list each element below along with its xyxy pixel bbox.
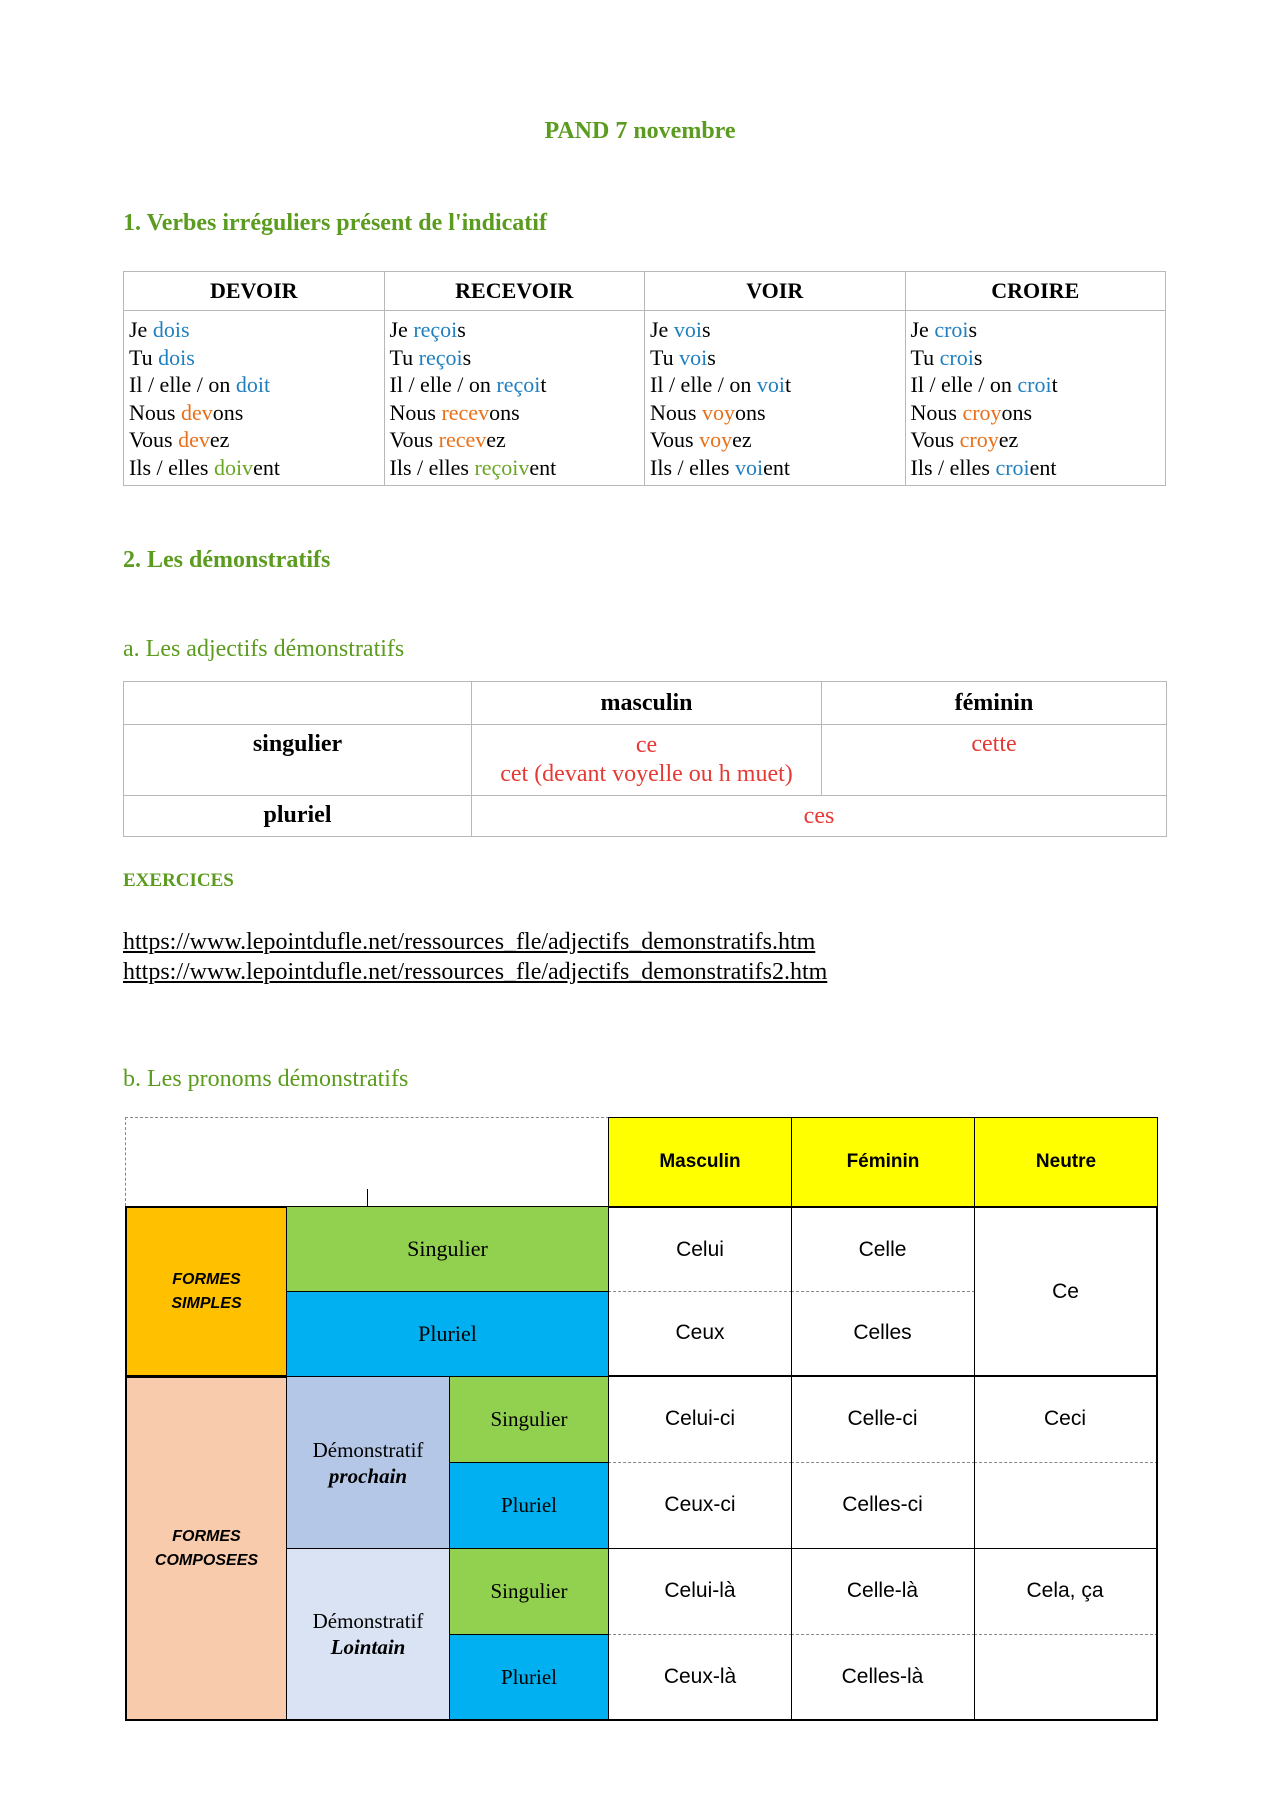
adj-pluriel-both: ces <box>472 796 1167 837</box>
lointain-singulier-label: Singulier <box>449 1548 609 1635</box>
verb-text: s <box>701 317 711 342</box>
verb-text: t <box>785 372 792 397</box>
adjectives-table <box>123 681 1167 837</box>
verb-stem: croy <box>959 427 999 452</box>
verb-text: Vous <box>129 427 179 452</box>
verb-text: Il / elle / on <box>389 372 497 397</box>
verb-conjugation-voir <box>645 311 906 486</box>
verb-text: s <box>462 344 472 370</box>
verb-header-devoir: DEVOIR <box>124 272 385 311</box>
verb-stem: voi <box>679 344 708 370</box>
pron-celles-la: Celles-là <box>791 1634 975 1721</box>
section-2-heading: 2. Les démonstratifs <box>123 547 331 573</box>
pronouns-table <box>125 1117 1160 1722</box>
conjugation-line <box>129 426 380 454</box>
adj-row-singulier-label: singulier <box>124 725 472 796</box>
conjugation-line <box>911 454 1162 482</box>
pron-celle-ci: Celle-ci <box>791 1376 975 1463</box>
verb-stem: reçoi <box>413 317 458 342</box>
dem-lointain-line2: Lointain <box>330 1635 406 1659</box>
verb-text: s <box>973 344 983 370</box>
verb-stem: voi <box>756 372 786 397</box>
pron-celui-la: Celui-là <box>608 1548 792 1635</box>
verb-text: t <box>1051 372 1058 397</box>
verb-text: Je <box>910 317 935 342</box>
verb-stem: doit <box>235 372 271 397</box>
verb-header-recevoir: RECEVOIR <box>384 272 645 311</box>
adj-header-masculin: masculin <box>472 682 822 725</box>
verb-text: Nous <box>910 399 963 425</box>
adj-header-feminin: féminin <box>822 682 1167 725</box>
conjugation-line <box>129 454 380 482</box>
pron-empty-prochain-neutre <box>974 1462 1158 1549</box>
conjugation-line <box>650 371 901 399</box>
pron-celle: Celle <box>791 1206 975 1292</box>
dem-prochain-line1: Démonstratif <box>312 1437 424 1462</box>
verb-text: Il / elle / on <box>910 372 1018 397</box>
pron-celles-ci: Celles-ci <box>791 1462 975 1549</box>
verb-text: Vous <box>910 427 960 452</box>
verb-text: Tu <box>910 344 940 370</box>
conjugation-line <box>390 454 641 482</box>
conjugation-line <box>911 344 1162 372</box>
pron-cela: Cela, ça <box>974 1548 1158 1635</box>
verb-text: s <box>457 317 466 342</box>
conjugation-line <box>129 316 380 344</box>
verb-stem: dois <box>158 344 195 370</box>
pron-header-neutre: Neutre <box>974 1117 1158 1207</box>
verb-text: Ils / elles <box>650 454 735 480</box>
dem-prochain-line2: prochain <box>328 1463 408 1488</box>
verb-text: Il / elle / on <box>650 372 757 397</box>
verbs-table <box>123 271 1166 486</box>
verb-text: t <box>540 372 547 397</box>
verb-text: ons <box>489 399 520 425</box>
adj-ce: ce <box>635 732 658 758</box>
verb-text: Ils / elles <box>910 454 996 480</box>
verb-text: Je <box>129 317 153 342</box>
page-title: PAND 7 novembre <box>544 118 736 144</box>
pron-celui: Celui <box>608 1206 792 1292</box>
verb-text: Nous <box>389 399 442 425</box>
conjugation-line <box>650 344 901 372</box>
section-1-heading: 1. Verbes irréguliers présent de l'indicatif <box>123 210 547 236</box>
verb-text: Nous <box>650 399 702 425</box>
verb-stem: recev <box>441 399 490 425</box>
verb-text: ent <box>763 454 790 480</box>
verb-text: ent <box>253 454 280 480</box>
verb-header-croire: CROIRE <box>905 272 1166 311</box>
verb-stem: dois <box>152 317 190 342</box>
verb-text: ons <box>734 399 766 425</box>
adj-row-pluriel-label: pluriel <box>124 796 472 837</box>
verb-text: Vous <box>650 427 700 452</box>
verb-text: s <box>707 344 716 370</box>
verb-text: ent <box>529 454 557 480</box>
simple-pluriel-label: Pluriel <box>286 1291 609 1377</box>
pron-celle-la: Celle-là <box>791 1548 975 1635</box>
verb-stem: croi <box>1017 372 1052 397</box>
subsection-b-heading: b. Les pronoms démonstratifs <box>123 1066 409 1092</box>
demonstratif-prochain <box>286 1376 450 1549</box>
conjugation-line <box>129 371 380 399</box>
verb-text: Tu <box>650 344 680 370</box>
verb-stem: croy <box>962 399 1002 425</box>
adj-singulier-feminin: cette <box>822 725 1167 796</box>
verb-stem: voy <box>699 427 733 452</box>
conjugation-line <box>650 399 901 427</box>
formes-composees-label: FORMES COMPOSEES <box>125 1376 288 1721</box>
conjugation-line <box>390 316 641 344</box>
demonstratif-lointain <box>286 1548 450 1721</box>
verb-text: s <box>968 317 978 342</box>
pron-ceux-la: Ceux-là <box>608 1634 792 1721</box>
adj-cet: cet (devant voyelle ou h muet) <box>500 761 793 787</box>
prochain-pluriel-label: Pluriel <box>449 1462 609 1549</box>
pron-ceux: Ceux <box>608 1291 792 1377</box>
adj-corner-cell <box>124 682 472 725</box>
conjugation-line <box>390 399 641 427</box>
verb-stem: reçoiv <box>474 454 530 480</box>
verb-text: Ils / elles <box>389 454 475 480</box>
verb-text: ent <box>1029 454 1057 480</box>
conjugation-line <box>911 399 1162 427</box>
verb-conjugation-croire <box>905 311 1166 486</box>
pron-header-masculin: Masculin <box>608 1117 792 1207</box>
verb-text: Ils / elles <box>129 454 214 480</box>
verb-text: Tu <box>129 344 159 370</box>
verb-text: ons <box>212 399 244 425</box>
prochain-singulier-label: Singulier <box>449 1376 609 1463</box>
verb-text: Je <box>389 317 414 342</box>
conjugation-line <box>129 344 380 372</box>
pron-celui-ci: Celui-ci <box>608 1376 792 1463</box>
verb-text: Tu <box>389 344 419 370</box>
conjugation-line <box>911 426 1162 454</box>
verb-text: ons <box>1001 399 1033 425</box>
simple-singulier-label: Singulier <box>286 1206 609 1292</box>
subsection-a-heading: a. Les adjectifs démonstratifs <box>123 636 405 662</box>
verb-stem: doiv <box>213 454 254 480</box>
pron-corner-cell <box>125 1117 609 1206</box>
verb-text: ez <box>998 427 1019 452</box>
verb-stem: voi <box>734 454 764 480</box>
verb-stem: voy <box>701 399 735 425</box>
verb-stem: reçoi <box>418 344 463 370</box>
verb-text: ez <box>209 427 230 452</box>
conjugation-line <box>650 426 901 454</box>
verb-conjugation-recevoir <box>384 311 645 486</box>
conjugation-line <box>911 371 1162 399</box>
verb-stem: voi <box>673 317 702 342</box>
cursor-mark <box>367 1189 368 1207</box>
pron-ceci: Ceci <box>974 1376 1158 1463</box>
verb-stem: croi <box>934 317 969 342</box>
verb-stem: dev <box>180 399 213 425</box>
verb-text: Nous <box>129 399 181 425</box>
adj-singulier-masculin <box>472 725 822 796</box>
pron-ceux-ci: Ceux-ci <box>608 1462 792 1549</box>
pron-header-feminin: Féminin <box>791 1117 975 1207</box>
exercise-link-1[interactable]: https://www.lepointdufle.net/ressources_fle/adjectifs_demonstratifs.htm <box>123 929 816 955</box>
verb-stem: reçoi <box>496 372 541 397</box>
lointain-pluriel-label: Pluriel <box>449 1634 609 1721</box>
verb-text: Il / elle / on <box>129 372 236 397</box>
verb-text: Vous <box>389 427 439 452</box>
conjugation-line <box>390 344 641 372</box>
verb-stem: croi <box>939 344 974 370</box>
dem-lointain-line1: Démonstratif <box>312 1609 424 1633</box>
exercise-link-2[interactable]: https://www.lepointdufle.net/ressources_fle/adjectifs_demonstratifs2.htm <box>123 959 828 985</box>
conjugation-line <box>390 426 641 454</box>
verb-text: Je <box>650 317 674 342</box>
verb-stem: dev <box>178 427 210 452</box>
conjugation-line <box>390 371 641 399</box>
pron-celles: Celles <box>791 1291 975 1377</box>
exercises-label: EXERCICES <box>123 870 234 891</box>
pron-empty-lointain-neutre <box>974 1634 1158 1721</box>
verb-stem: croi <box>995 454 1030 480</box>
verb-text: ez <box>486 427 506 452</box>
verb-conjugation-devoir <box>124 311 385 486</box>
exercise-links <box>123 927 827 987</box>
pron-ce: Ce <box>974 1206 1158 1377</box>
formes-simples-label: FORMES SIMPLES <box>125 1206 288 1377</box>
conjugation-line <box>911 316 1162 344</box>
conjugation-line <box>650 454 901 482</box>
verb-stem: recev <box>438 427 487 452</box>
verb-header-voir: VOIR <box>645 272 906 311</box>
conjugation-line <box>650 316 901 344</box>
conjugation-line <box>129 399 380 427</box>
verb-text: ez <box>732 427 752 452</box>
